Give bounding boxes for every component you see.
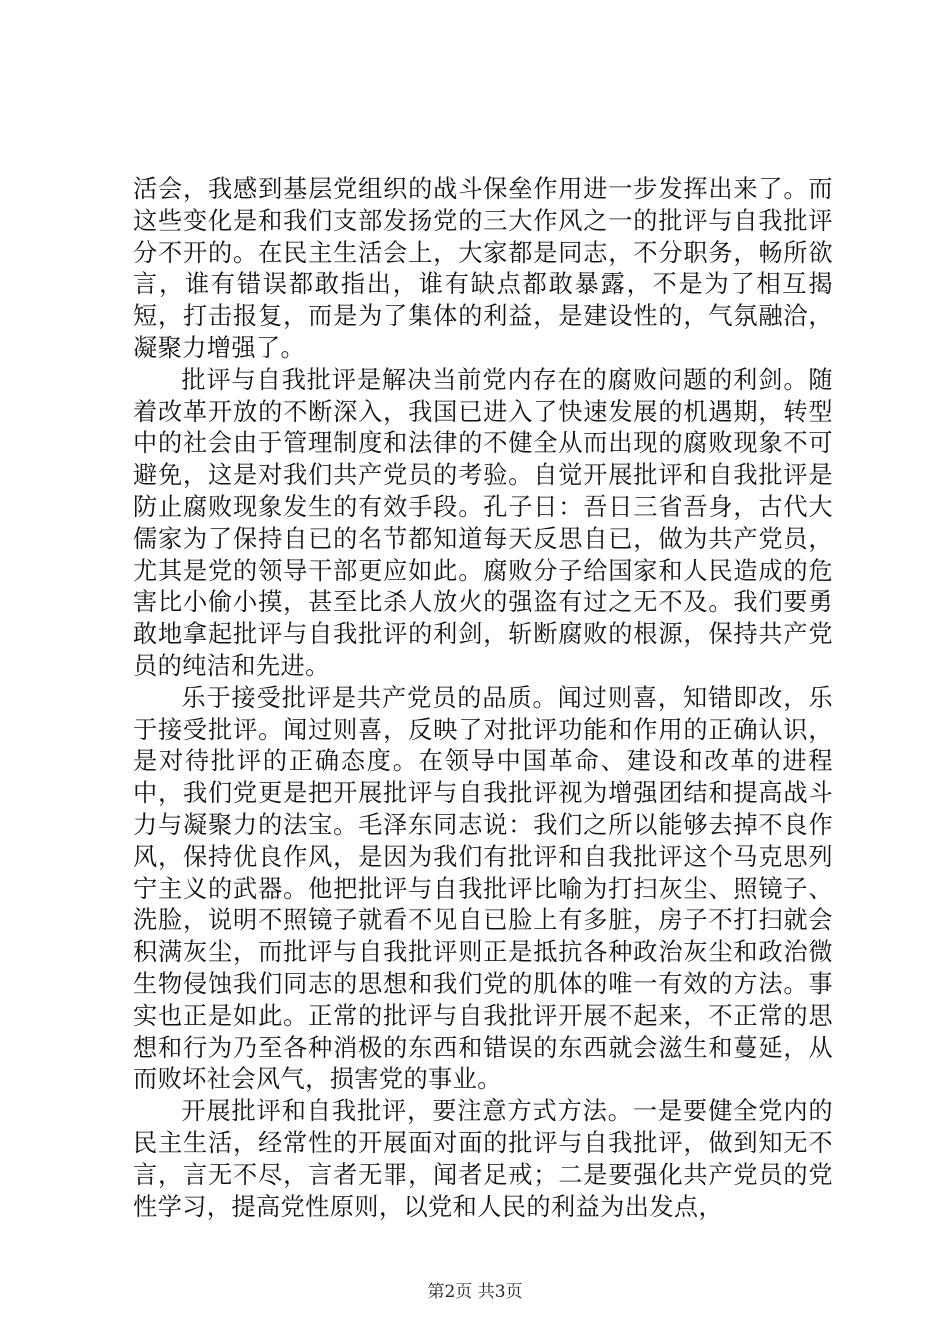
paragraph-2: 批评与自我批评是解决当前党内存在的腐败问题的利剑。随着改革开放的不断深入，我国已进入了快速发展的机遇期，转型中的社会由于管理制度和法律的不健全从而出现的腐败现象不可避免，这是对我们共产党员的考验。自觉开展批评和自我批评是防止腐败现象发生的有效手段。孔子日：吾日三省吾身，古代大儒家为了保持自已的名节都知道每天反思自已，做为共产党员，尤其是党的领导干部更应如此。腐败分子给国家和人民造成的危害比小偷小摸，甚至比杀人放火的强盗有过之无不及。我们要勇敢地拿起批评与自我批评的利剑，斩断腐败的根源，保持共产党员的纯洁和先进。 xyxy=(133,365,833,680)
paragraph-3: 乐于接受批评是共产党员的品质。闻过则喜，知错即改，乐于接受批评。闻过则喜，反映了对批评功能和作用的正确认识，是对待批评的正确态度。在领导中国革命、建设和改革的进程中，我们党更是把开展批评与自我批评视为增强团结和提高战斗力与凝聚力的法宝。毛泽东同志说：我们之所以能够去掉不良作风，保持优良作风，是因为我们有批评和自我批评这个马克思列宁主义的武器。他把批评与自我批评比喻为打扫灰尘、照镜子、洗脸，说明不照镜子就看不见自已脸上有多脏，房子不打扫就会积满灰尘，而批评与自我批评则正是抵抗各种政治灰尘和政治微生物侵蚀我们同志的思想和我们党的肌体的唯一有效的方法。事实也正是如此。正常的批评与自我批评开展不起来，不正常的思想和行为乃至各种消极的东西和错误的东西就会滋生和蔓延，从而败坏社会风气，损害党的事业。 xyxy=(133,683,833,1094)
page-number-footer: 第2页 共3页 xyxy=(427,1282,523,1302)
document-body xyxy=(133,174,833,1223)
paragraph-1: 活会，我感到基层党组织的战斗保垒作用进一步发挥出来了。而这些变化是和我们支部发扬党的三大作风之一的批评与自我批评分不开的。在民主生活会上，大家都是同志，不分职务，畅所欲言，谁有错误都敢指出，谁有缺点都敢暴露，不是为了相互揭短，打击报复，而是为了集体的利益，是建设性的，气氛融洽，凝聚力增强了。 xyxy=(133,175,833,362)
paragraph-4: 开展批评和自我批评，要注意方式方法。一是要健全党内的民主生活，经常性的开展面对面的批评与自我批评，做到知无不言，言无不尽，言者无罪，闻者足戒；二是要强化共产党员的党性学习，提高党性原则，以党和人民的利益为出发点， xyxy=(133,1097,833,1221)
